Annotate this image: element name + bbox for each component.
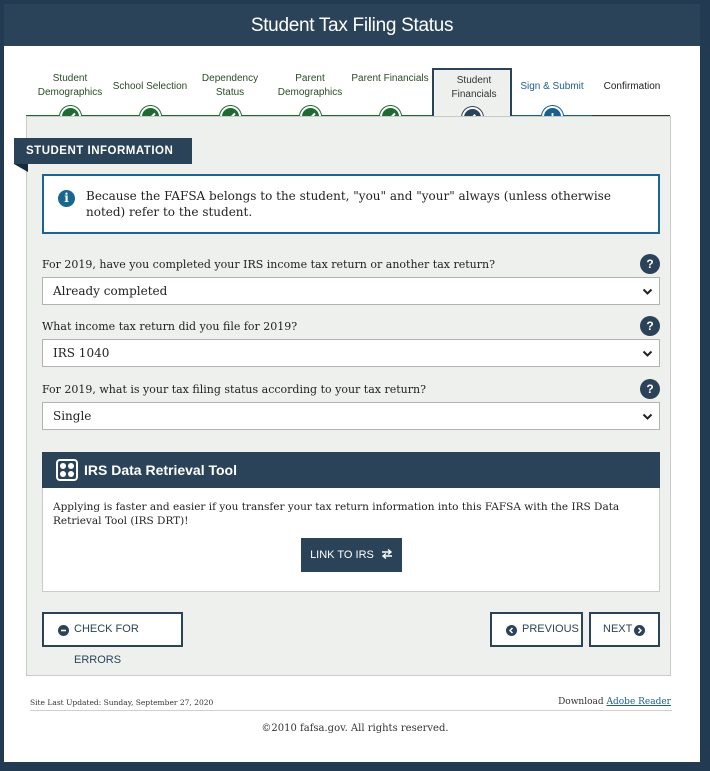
next-button[interactable] <box>589 612 660 647</box>
step-label: Sign & Submit <box>520 81 584 92</box>
arrow-right-icon <box>634 625 645 636</box>
chevron-down-icon <box>642 348 653 359</box>
step-label: School Selection <box>112 81 188 92</box>
next-label: NEXT <box>603 623 633 635</box>
previous-label: PREVIOUS <box>522 623 579 635</box>
step-label: Confirmation <box>603 81 661 92</box>
question-label-filing-status: For 2019, what is your tax filing status according to your tax return? <box>42 383 427 396</box>
section-tag-fold <box>14 164 28 172</box>
section-title: STUDENT INFORMATION <box>14 138 192 164</box>
help-icon[interactable]: ? <box>640 316 660 336</box>
question-label-tax-return-type: What income tax return did you file for 2019? <box>42 320 298 333</box>
tax-return-type-select[interactable] <box>42 339 660 367</box>
transfer-icon <box>381 549 393 559</box>
adobe-reader-link[interactable]: Adobe Reader <box>606 697 671 707</box>
irs-drt-icon <box>56 459 78 481</box>
tax-return-completed-select[interactable] <box>42 277 660 305</box>
link-to-irs-label: LINK TO IRS <box>310 549 374 561</box>
select-value: Single <box>53 409 92 423</box>
step-label: Student Demographics <box>37 73 103 98</box>
irs-drt-header <box>42 452 660 488</box>
question-label-tax-return-completed: For 2019, have you completed your IRS income tax return or another tax return? <box>42 258 495 271</box>
info-icon: i <box>58 190 75 207</box>
select-value: Already completed <box>53 284 168 298</box>
irs-drt-title: IRS Data Retrieval Tool <box>84 462 238 478</box>
notice-text: Because the FAFSA belongs to the student, "you" and "your" always (unless otherwise noted) refer to the student. <box>86 189 611 219</box>
download-prefix: Download <box>558 697 604 707</box>
select-value: IRS 1040 <box>53 346 110 360</box>
irs-drt-text: Applying is faster and easier if you transfer your tax return information into this FAFSA with the IRS Data Retrieval Tool (IRS DRT)! <box>53 501 620 527</box>
arrow-left-icon <box>506 625 517 636</box>
download-adobe <box>558 697 671 707</box>
irs-drt-body <box>42 488 660 592</box>
copyright: ©2010 fafsa.gov. All rights reserved. <box>261 723 449 734</box>
chevron-down-icon <box>642 286 653 297</box>
check-for-errors-button[interactable] <box>42 612 183 666</box>
site-last-updated: Site Last Updated: Sunday, September 27, 2020 <box>30 698 214 707</box>
check-for-errors-label: CHECK FOR ERRORS <box>74 623 139 666</box>
page-title: Student Tax Filing Status <box>4 4 700 46</box>
step-label: Dependency Status <box>201 73 259 98</box>
help-icon[interactable]: ? <box>640 379 660 399</box>
previous-button[interactable] <box>490 612 583 647</box>
step-label: Parent Financials <box>351 73 429 84</box>
step-label: Student Financials <box>451 75 497 100</box>
chevron-down-icon <box>642 411 653 422</box>
step-label: Parent Demographics <box>277 73 343 98</box>
link-to-irs-button[interactable] <box>301 538 402 572</box>
info-notice <box>42 174 660 234</box>
help-icon[interactable]: ? <box>640 254 660 274</box>
check-errors-icon <box>58 625 69 636</box>
footer-divider <box>30 710 672 711</box>
filing-status-select[interactable] <box>42 402 660 430</box>
